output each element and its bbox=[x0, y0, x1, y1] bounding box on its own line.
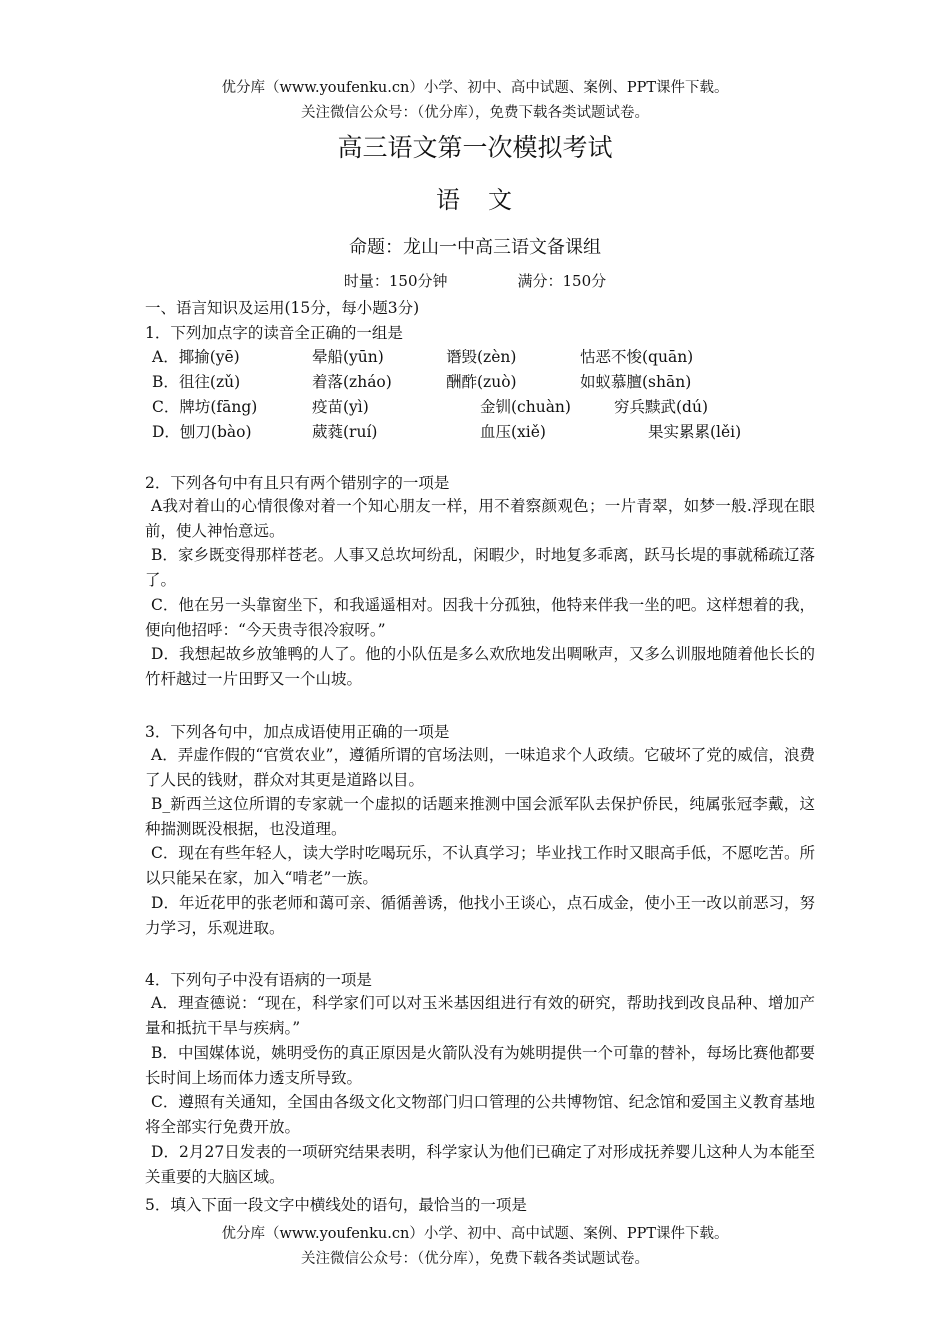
q2-option-c: C．他在另一头靠窗坐下，和我遥遥相对。因我十分孤独，他特来伴我一坐的吧。这样想着的我，便向他招呼：“今天贵寺很冷寂呀。” bbox=[145, 596, 815, 639]
q1-option: 穷兵黩武(dú) bbox=[614, 398, 708, 416]
q1-option: 疫苗(yì) bbox=[312, 398, 369, 416]
q4-option-a: A．理查德说：“现在，科学家们可以对玉米基因组进行有效的研究，帮助找到改良品种、增加产量和抵抗干旱与疾病。” bbox=[145, 994, 815, 1037]
q3-option-d: D．年近花甲的张老师和蔼可亲、循循善诱，他找小王谈心，点石成金，使小王一改以前恶习，努力学习，乐观进取。 bbox=[145, 894, 815, 937]
q3-stem: 3．下列各句中，加点成语使用正确的一项是 bbox=[145, 723, 450, 741]
q3-option-b: B_新西兰这位所谓的专家就一个虚拟的话题来推测中国会派军队去保护侨民，纯属张冠李戴，这种揣测既没根据，也没道理。 bbox=[145, 795, 815, 838]
time-score-row bbox=[0, 270, 950, 291]
q1-option: 如蚁慕膻(shān) bbox=[580, 373, 692, 391]
q1-option: 酬酢(zuò) bbox=[446, 373, 517, 391]
exam-title: 高三语文第一次模拟考试 bbox=[337, 133, 613, 162]
header-line-1: 优分库（www.youfenku.cn）小学、初中、高中试题、案例、PPT课件下载。 bbox=[221, 80, 729, 96]
setter-line: 命题：龙山一中高三语文备课组 bbox=[349, 237, 601, 258]
q1-option: 着落(zháo) bbox=[312, 373, 392, 391]
q4-option-d: D．2月27日发表的一项研究结果表明，科学家认为他们已确定了对形成抚养婴儿这种人为本能至关重要的大脑区域。 bbox=[145, 1143, 815, 1186]
q2-option-b: B．家乡既变得那样苍老。人事又总坎坷纷乱，闲暇少，时地复多乖离，跃马长堤的事就稀疏辽落了。 bbox=[145, 546, 815, 589]
q1-option: 果实累累(lěi) bbox=[648, 423, 742, 441]
header-line-2: 关注微信公众号：（优分库），免费下载各类试题试卷。 bbox=[301, 105, 649, 121]
q1-stem: 1．下列加点字的读音全正确的一组是 bbox=[145, 324, 403, 342]
q1-option: 血压(xiě) bbox=[480, 423, 546, 441]
q1-option: 葳蕤(ruí) bbox=[312, 423, 378, 441]
q1-option: 金钏(chuàn) bbox=[480, 398, 571, 416]
q2-option-a: A我对着山的心情很像对着一个知心朋友一样，用不着察颜观色；一片青翠，如梦一般.浮现在眼前，使人神怡意远。 bbox=[145, 497, 815, 540]
q4-stem: 4．下列句子中没有语病的一项是 bbox=[145, 971, 372, 989]
q1-option: 晕船(yūn) bbox=[312, 348, 384, 366]
q1-option: C．牌坊(fāng) bbox=[152, 398, 258, 416]
q5-stem: 5．填入下面一段文字中横线处的语句，最恰当的一项是 bbox=[145, 1196, 527, 1214]
section-heading: 一、语言知识及运用(15分，每小题3分) bbox=[145, 299, 420, 317]
q2-option-d: D．我想起故乡放雏鸭的人了。他的小队伍是多么欢欣地发出啁啾声，又多么训服地随着他长长的竹杆越过一片田野又一个山坡。 bbox=[145, 645, 815, 688]
q4-option-b: B．中国媒体说，姚明受伤的真正原因是火箭队没有为姚明提供一个可靠的替补，每场比赛他都要长时间上场而体力透支所导致。 bbox=[145, 1044, 815, 1087]
subject-title: 语 文 bbox=[436, 186, 514, 214]
q1-option: A．揶揄(yē) bbox=[152, 348, 240, 366]
q4-option-c: C．遵照有关通知，全国由各级文化文物部门归口管理的公共博物馆、纪念馆和爱国主义教育基地将全部实行免费开放。 bbox=[145, 1093, 815, 1136]
q1-option: 怙恶不悛(quān) bbox=[580, 348, 694, 366]
q3-option-c: C．现在有些年轻人，读大学时吃喝玩乐，不认真学习；毕业找工作时又眼高手低，不愿吃苦。所以只能呆在家，加入“啃老”一族。 bbox=[145, 844, 815, 887]
q2-stem: 2．下列各句中有且只有两个错别字的一项是 bbox=[145, 474, 450, 492]
q1-option: 谮毁(zèn) bbox=[446, 348, 517, 366]
time-limit: 时量：150分钟 bbox=[343, 272, 448, 290]
q1-option: D．刨刀(bào) bbox=[152, 423, 252, 441]
full-score: 满分：150分 bbox=[517, 272, 607, 290]
q3-option-a: A．弄虚作假的“官赏农业”，遵循所谓的官场法则，一味追求个人政绩。它破坏了党的威信，浪费了人民的钱财，群众对其更是道路以目。 bbox=[145, 746, 815, 789]
q1-option: B．徂往(zǔ) bbox=[152, 373, 241, 391]
footer-line-2: 关注微信公众号：（优分库），免费下载各类试题试卷。 bbox=[301, 1251, 649, 1267]
footer-line-1: 优分库（www.youfenku.cn）小学、初中、高中试题、案例、PPT课件下载。 bbox=[221, 1226, 729, 1242]
